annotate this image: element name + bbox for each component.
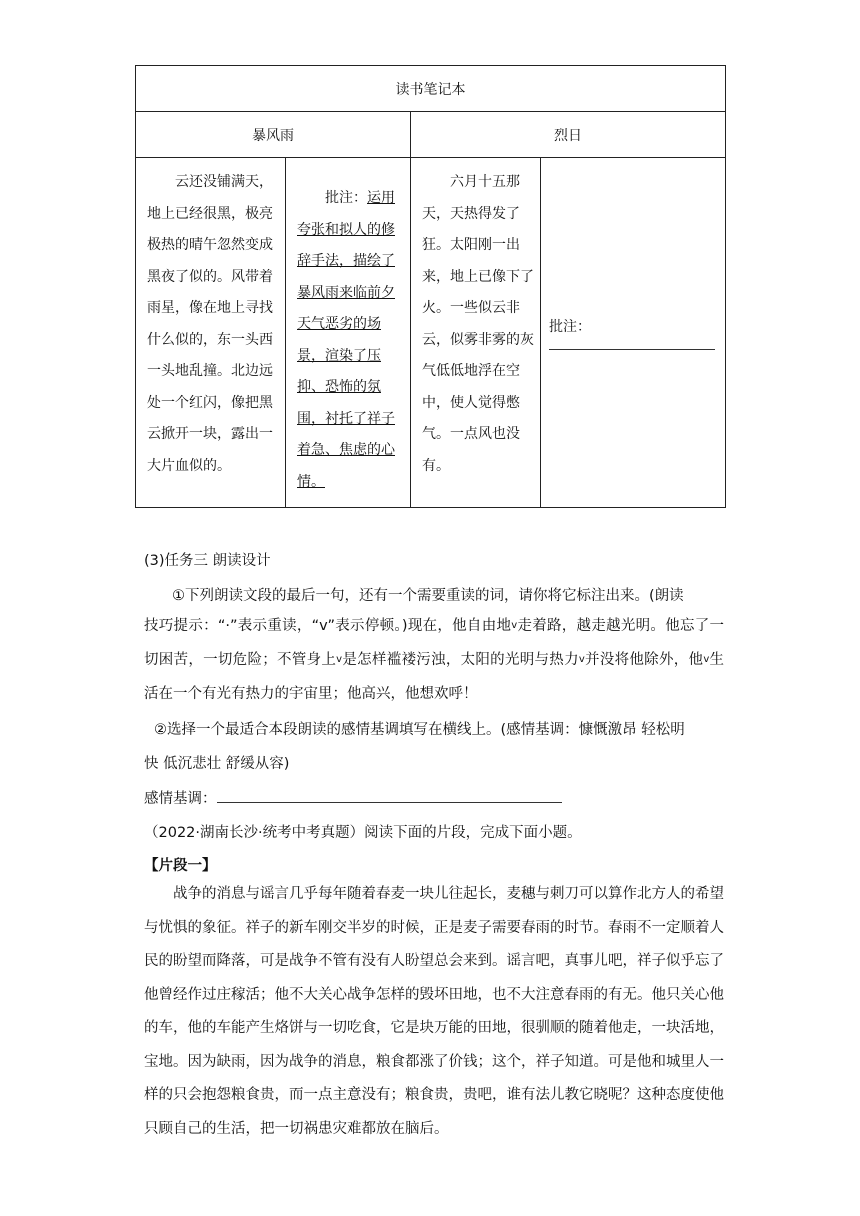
sun-note-label: 批注：	[549, 318, 591, 335]
q2-line2: 快 低沉悲壮 舒缓从容)	[144, 756, 290, 772]
reading-part5: 生活在一个有光有热力的宇宙里；他高兴，他想欢呼！	[144, 652, 725, 702]
fragment-label: 【片段一】	[144, 858, 217, 874]
storm-note	[286, 158, 410, 498]
source-line: （2022·湖南长沙·统考中考真题）阅读下面的片段，完成下面小题。	[144, 825, 582, 841]
pause-mark: v	[511, 620, 518, 631]
fragment-paragraph: 战争的消息与谣言几乎每年随着春麦一块儿往起长，麦穗与刺刀可以算作北方人的希望与忧惧的象征。祥子的新车刚交半岁的时候，正是麦子需要春雨的时节。春雨不一定顺着人民的盼望而降落，可是战争不管有没有人盼望总会来到。谣言吧，真事儿吧，祥子似乎忘了他曾经作过庄稼活；他不大关心战争怎样的毁坏田地，也不大注意春雨的有无。他只关心他的车，他的车能产生烙饼与一切吃食，它是块万能的田地，很驯顺的随着他走，一块活地，宝地。因为缺雨，因为战争的消息，粮食都涨了价钱；这个，祥子知道。可是他和城里人一样的只会抱怨粮食贵，而一点主意没有；粮食贵，贵吧，谁有法儿教它晓呢？这种态度使他只顾自己的生活，把一切祸患灾难都放在脑后。	[144, 886, 724, 1137]
pause-mark: v	[703, 654, 710, 665]
q2-line1: ②选择一个最适合本段朗读的感情基调填写在横线上。(感情基调：慷慨激昂 轻松明	[154, 722, 685, 738]
pause-mark: v	[336, 654, 343, 665]
sun-note-blank[interactable]	[549, 348, 715, 350]
reading-notes-table	[135, 65, 726, 508]
storm-note-text: 运用夸张和拟人的修辞手法，描绘了暴风雨来临前夕天气恶劣的场景，渲染了压抑、恐怖的氛围，衬托了祥子着急、焦虑的心情。	[297, 190, 395, 490]
col-header-sun: 烈日	[411, 112, 726, 158]
storm-passage-cell	[136, 158, 286, 508]
task3-heading: (3)任务三 朗读设计	[144, 553, 271, 569]
q1-hint: 技巧提示：“·”表示重读，“v”表示停顿。)	[144, 618, 408, 634]
storm-note-cell	[286, 158, 411, 508]
reading-part4: 并没将他除外，他	[584, 652, 704, 668]
pause-mark: v	[578, 654, 585, 665]
q1-line1: ①下列朗读文段的最后一句，还有一个需要重读的词，请你将它标注出来。(朗读	[172, 588, 684, 604]
reading-part2: 走着路，越走越光明。他忘了一切困苦，一切危险；不管身上	[144, 618, 725, 668]
col-header-storm: 暴风雨	[136, 112, 411, 158]
q1-reading	[144, 609, 724, 711]
reading-part3: 是怎样褴褛污浊，太阳的光明与热力	[342, 652, 579, 668]
sun-note-cell	[541, 158, 726, 508]
storm-passage: 云还没铺满天，地上已经很黑，极亮极热的晴午忽然变成黑夜了似的。风带着雨星，像在地上寻找什么似的，东一头西一头地乱撞。北边远处一个红闪，像把黑云掀开一块，露出一大片血似的。	[147, 174, 273, 474]
sun-passage: 六月十五那天，天热得发了狂。太阳刚一出来，地上已像下了火。一些似云非云，似雾非雾的灰气低低地浮在空中，使人觉得憋气。一点风也没有。	[422, 174, 534, 474]
reading-part1: 现在，他自由地	[407, 618, 512, 634]
answer-row	[144, 787, 562, 808]
table-title: 读书笔记本	[136, 66, 726, 112]
answer-label: 感情基调：	[144, 791, 217, 807]
sun-passage-cell	[411, 158, 541, 508]
answer-blank[interactable]	[217, 788, 562, 803]
storm-note-label: 批注：	[325, 190, 367, 206]
